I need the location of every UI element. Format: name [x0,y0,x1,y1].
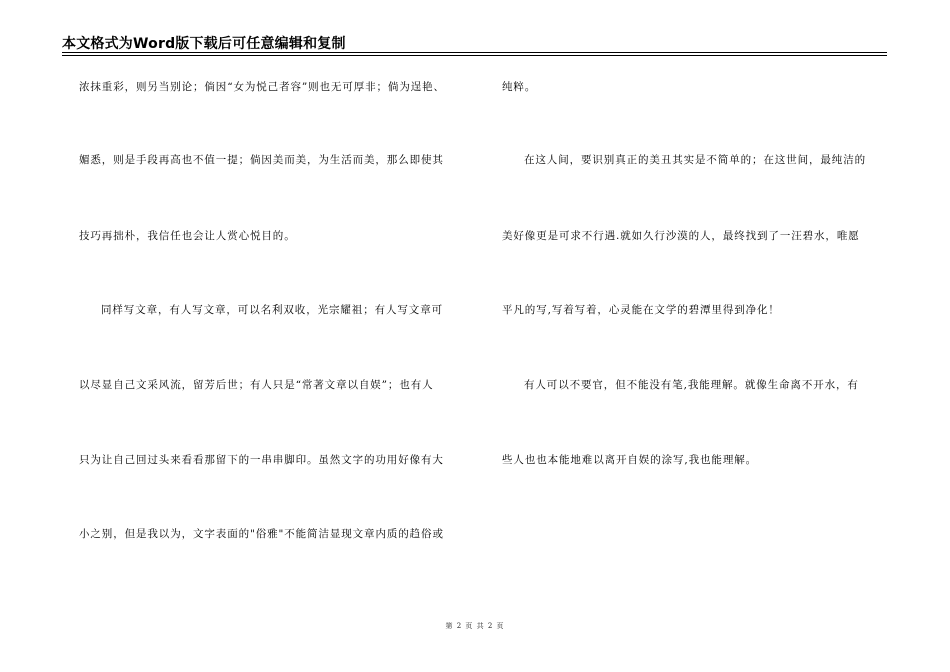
text-line: 些人也也本能地难以离开自娱的涂写,我也能理解。 [502,454,758,466]
text-line: 技巧再拙朴，我信任也会让人赏心悦目的。 [79,230,296,242]
text-line: 媚悉，则是手段再高也不值一提；倘因美而美，为生活而美，那么即使其 [79,154,444,166]
paragraph-start-line: 同样写文章，有人写文章，可以名利双收，光宗耀祖；有人写文章可 [101,304,443,316]
text-line: 纯粹。 [502,81,537,93]
text-line: 小之别，但是我以为，文字表面的"俗雅"不能简洁显现文章内质的趋俗或 [79,528,444,540]
header-rule-thin [62,52,887,53]
text-line: 平凡的写,写着写着，心灵能在文学的碧潭里得到净化！ [502,304,780,316]
header-title: 本文格式为Word版下载后可任意编辑和复制 [62,36,346,52]
text-line: 以尽显自己文采风流，留芳后世；有人只是“常著文章以自娱”；也有人 [79,379,434,391]
header-rule-thick [62,55,887,56]
text-line: 美好像更是可求不行遇.就如久行沙漠的人，最终找到了一汪碧水，唯愿 [502,230,860,242]
page-number-footer: 第 2 页 共 2 页 [445,622,505,630]
paragraph-start-line: 有人可以不要官，但不能没有笔,我能理解。就像生命离不开水，有 [524,379,859,391]
text-line: 浓抹重彩，则另当别论；倘因“女为悦己者容”则也无可厚非；倘为逞艳、 [79,81,445,93]
paragraph-start-line: 在这人间，要识别真正的美丑其实是不简单的；在这世间，最纯洁的 [524,154,866,166]
text-line: 只为让自己回过头来看看那留下的一串串脚印。虽然文字的功用好像有大 [79,454,444,466]
